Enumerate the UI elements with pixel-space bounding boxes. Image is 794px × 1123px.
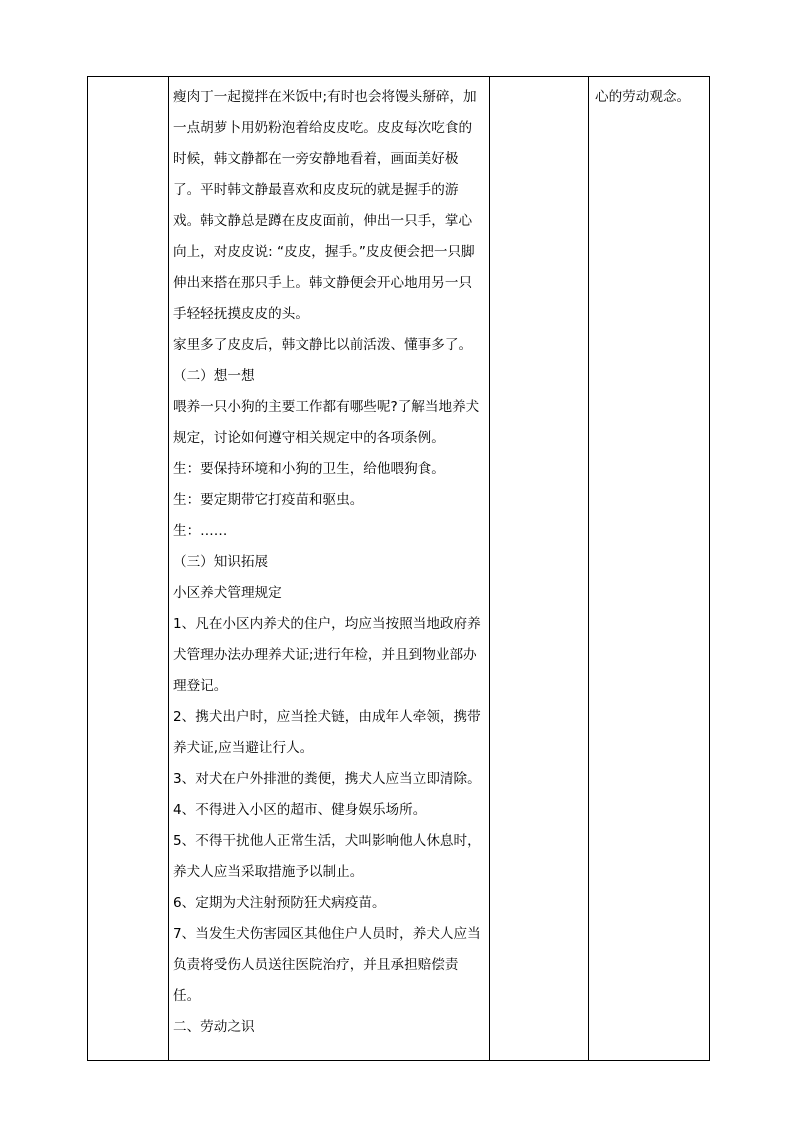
paragraph-story: 瘦肉丁一起搅拌在米饭中;有时也会将馒头掰碎，加一点胡萝卜用奶粉泡着给皮皮吃。皮皮每次吃食的时候，韩文静都在一旁安静地看着，画面美好极了。平时韩文静最喜欢和皮皮玩的就是握手的游戏。韩文静总是蹲在皮皮面前，伸出一只手，掌心向上，对皮皮说: “皮皮，握手。”皮皮便会把一只脚伸出来搭在那只手上。韩文静便会开心地用另一只手轻轻抚摸皮皮的头。 [173,89,477,322]
section-heading-think: （二）想一想 [173,368,255,384]
rule-item-6: 6、定期为犬注射预防狂犬病疫苗。 [173,895,386,911]
rule-item-4: 4、不得进入小区的超市、健身娱乐场所。 [173,802,427,818]
blank-cell-left [88,77,169,1061]
goal-line: 心的劳动观念。 [595,89,691,105]
goal-cell [589,77,710,1061]
rule-item-5: 5、不得干扰他人正常生活，犬叫影响他人休息时，养犬人应当采取措施予以制止。 [173,833,481,880]
section-heading-extension: （三）知识拓展 [173,554,269,570]
lesson-plan-table [87,76,710,1061]
student-answer-3: 生：…… [173,523,228,539]
table-row [88,77,710,1061]
rule-item-7: 7、当发生犬伤害园区其他住户人员时，养犬人应当负责将受伤人员送往医院治疗，并且承担赔偿责任。 [173,926,481,1004]
rule-item-2: 2、携犬出户时，应当拴犬链，由成年人牵领，携带养犬证,应当避让行人。 [173,709,481,756]
student-answer-2: 生：要定期带它打疫苗和驱虫。 [173,492,364,508]
rule-item-1: 1、凡在小区内养犬的住户，均应当按照当地政府养犬管理办法办理养犬证;进行年检，并且到物业部办理登记。 [173,616,481,694]
paragraph-story-end: 家里多了皮皮后，韩文静比以前活泼、懂事多了。 [173,337,473,353]
paragraph-question: 喂养一只小狗的主要工作都有哪些呢?了解当地养犬规定，讨论如何遵守相关规定中的各项条例。 [173,399,480,446]
section-heading-labor: 二、劳动之识 [173,1019,255,1035]
rules-title: 小区养犬管理规定 [173,585,282,601]
student-answer-1: 生：要保持环境和小狗的卫生，给他喂狗食。 [173,461,445,477]
blank-cell-middle [490,77,589,1061]
rule-item-3: 3、对犬在户外排泄的粪便，携犬人应当立即清除。 [173,771,481,787]
teaching-content-cell [169,77,490,1061]
teaching-content-text [169,77,489,1043]
goal-text [589,77,709,113]
